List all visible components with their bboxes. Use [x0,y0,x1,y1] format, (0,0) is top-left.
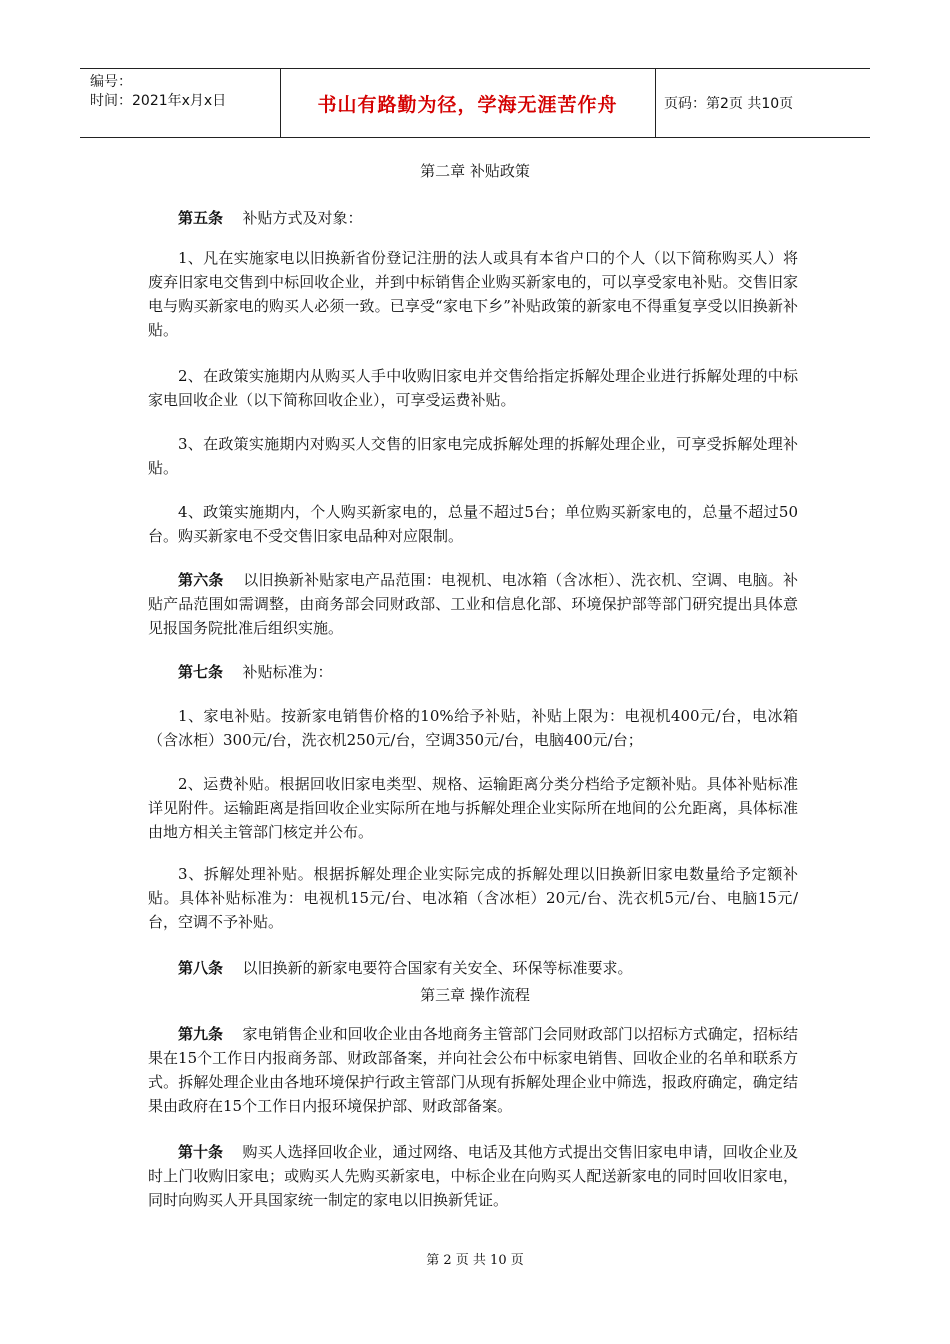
chapter-3-title: 第三章 操作流程 [420,986,530,1004]
article-10-text: 购买人选择回收企业，通过网络、电话及其他方式提出交售旧家电申请，回收企业及时上门收购旧家电；或购买人先购买新家电，中标企业在向购买人配送新家电的同时回收旧家电，同时向购买人开具国家统一制定的家电以旧换新凭证。 [148,1143,798,1209]
document-date: 时间：2021年x月x日 [90,93,227,109]
chapter-2-title: 第二章 补贴政策 [420,162,530,180]
article-6 [148,568,798,640]
article-9-text: 家电销售企业和回收企业由各地商务主管部门会同财政部门以招标方式确定，招标结果在15个工作日内报商务部、财政部备案，并向社会公布中标家电销售、回收企业的名单和联系方式。拆解处理企业由各地环境保护行政主管部门从现有拆解处理企业中筛选，报政府确定，确定结果由政府在15个工作日内报环境保护部、财政部备案。 [148,1025,798,1115]
article-5-item-1: 1、凡在实施家电以旧换新省份登记注册的法人或具有本省户口的个人（以下简称购买人）将废弃旧家电交售到中标回收企业，并到中标销售企业购买新家电的，可以享受家电补贴。交售旧家电与购买新家电的购买人必须一致。已享受“家电下乡”补贴政策的新家电不得重复享受以旧换新补贴。 [148,249,798,339]
article-9 [148,1022,798,1118]
article-6-text: 以旧换新补贴家电产品范围：电视机、电冰箱（含冰柜）、洗衣机、空调、电脑。补贴产品范围如需调整，由商务部会同财政部、工业和信息化部、环境保护部等部门研究提出具体意见报国务院批准后组织实施。 [148,571,798,637]
header-divider [655,69,656,137]
article-5-item-3: 3、在政策实施期内对购买人交售的旧家电完成拆解处理的拆解处理企业，可享受拆解处理补贴。 [148,435,798,477]
article-5-head: 第五条 [178,209,224,227]
article-6-head: 第六条 [178,571,224,589]
article-10-head: 第十条 [178,1143,224,1161]
article-7-head: 第七条 [178,663,224,681]
header-page-info: 页码：第2页 共10页 [664,96,794,112]
article-5-item-2: 2、在政策实施期内从购买人手中收购旧家电并交售给指定拆解处理企业进行拆解处理的中标家电回收企业（以下简称回收企业），可享受运费补贴。 [148,367,798,409]
article-10 [148,1140,798,1212]
article-8-text: 以旧换新的新家电要符合国家有关安全、环保等标准要求。 [242,959,633,977]
page-footer: 第 2 页 共 10 页 [426,1253,524,1268]
header-motto: 书山有路勤为径，学海无涯苦作舟 [317,93,618,116]
article-8-head: 第八条 [178,959,224,977]
article-5 [148,206,798,230]
article-5-item-4: 4、政策实施期内，个人购买新家电的，总量不超过5台；单位购买新家电的，总量不超过50台。购买新家电不受交售旧家电品种对应限制。 [148,503,798,545]
article-7-item-3: 3、拆解处理补贴。根据拆解处理企业实际完成的拆解处理以旧换新旧家电数量给予定额补贴。具体补贴标准为：电视机15元/台、电冰箱（含冰柜）20元/台、洗衣机5元/台、电脑15元/台，空调不予补贴。 [148,865,798,931]
article-7-item-2: 2、运费补贴。根据回收旧家电类型、规格、运输距离分类分档给予定额补贴。具体补贴标准详见附件。运输距离是指回收企业实际所在地与拆解处理企业实际所在地间的公允距离，具体标准由地方相关主管部门核定并公布。 [148,775,798,841]
document-header [80,68,870,138]
article-8 [148,956,798,980]
document-code: 编号： [90,74,132,90]
article-7 [148,660,798,684]
header-meta [90,73,226,111]
article-5-text: 补贴方式及对象： [242,209,363,227]
article-9-head: 第九条 [178,1025,224,1043]
article-7-text: 补贴标准为： [242,663,333,681]
article-7-item-1: 1、家电补贴。按新家电销售价格的10%给予补贴，补贴上限为：电视机400元/台，电冰箱（含冰柜）300元/台，洗衣机250元/台，空调350元/台，电脑400元/台； [148,707,798,749]
